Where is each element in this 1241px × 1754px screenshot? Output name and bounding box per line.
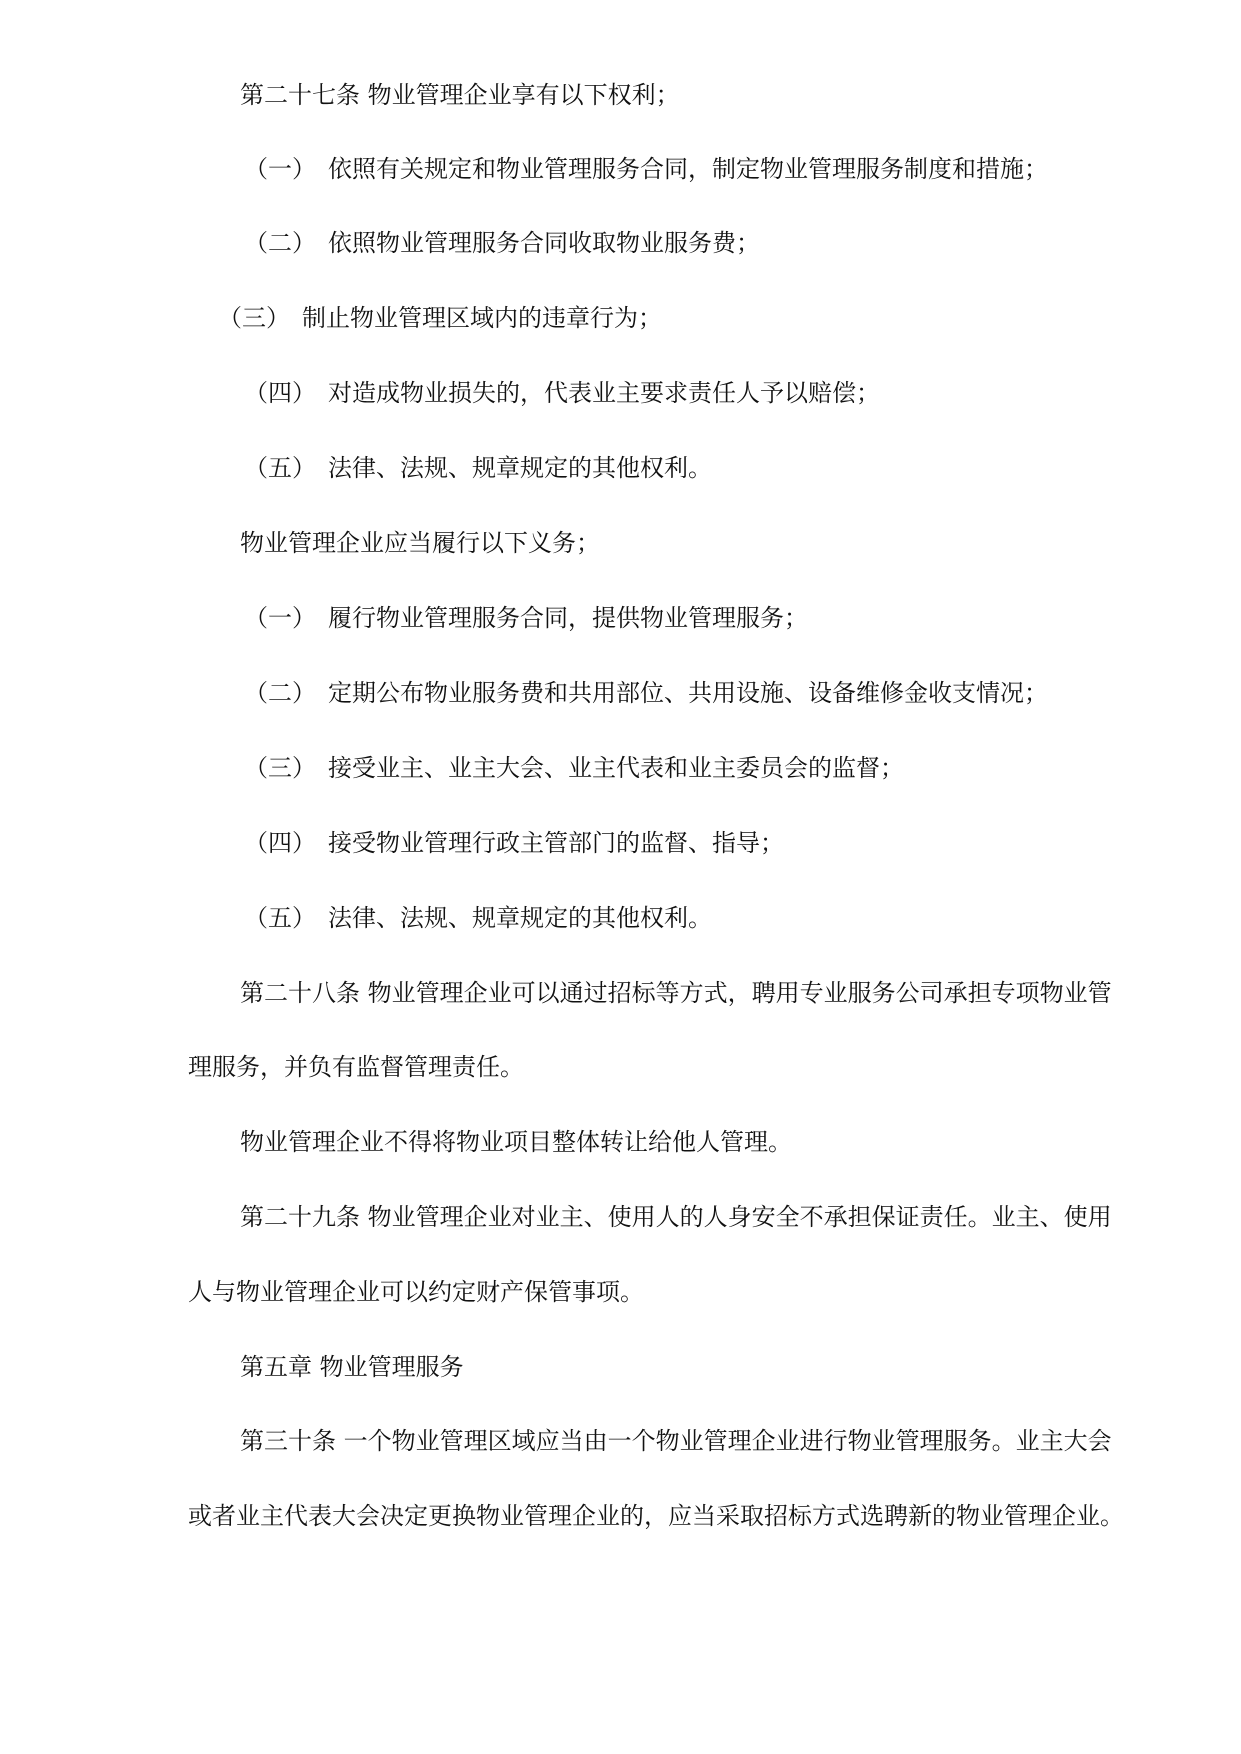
article-29-line-2	[188, 1277, 644, 1307]
chapter-5-heading	[240, 1352, 464, 1382]
rights-item-3-marker: （三）	[218, 304, 290, 332]
obligations-item-4	[244, 828, 784, 858]
obligations-item-4-marker: （四）	[244, 829, 316, 857]
article-30-line-1	[240, 1426, 1112, 1456]
article-30-line-2	[188, 1501, 1124, 1531]
obligations-heading	[240, 528, 600, 558]
obligations-item-1-marker: （一）	[244, 604, 316, 632]
article-30-line-2-text: 或者业主代表大会决定更换物业管理企业的，应当采取招标方式选聘新的物业管理企业。	[188, 1502, 1124, 1530]
obligations-item-5-text: 法律、法规、规章规定的其他权利。	[328, 904, 712, 932]
obligations-item-5	[244, 903, 712, 933]
transfer-prohibition-text: 物业管理企业不得将物业项目整体转让给他人管理。	[240, 1128, 792, 1156]
article-30-line-1-text: 第三十条 一个物业管理区域应当由一个物业管理企业进行物业管理服务。业主大会	[240, 1427, 1112, 1455]
article-28-line-1-text: 第二十八条 物业管理企业可以通过招标等方式，聘用专业服务公司承担专项物业管	[240, 979, 1112, 1007]
obligations-item-3-text: 接受业主、业主大会、业主代表和业主委员会的监督；	[328, 754, 904, 782]
rights-item-4-text: 对造成物业损失的，代表业主要求责任人予以赔偿；	[328, 379, 880, 407]
obligations-item-3	[244, 753, 904, 783]
obligations-item-3-marker: （三）	[244, 754, 316, 782]
obligations-item-2-marker: （二）	[244, 679, 316, 707]
rights-item-2	[244, 228, 760, 258]
obligations-heading-text: 物业管理企业应当履行以下义务；	[240, 529, 600, 557]
rights-item-4	[244, 378, 880, 408]
rights-item-3	[218, 303, 662, 333]
article-28-line-2-text: 理服务，并负有监督管理责任。	[188, 1053, 524, 1081]
article-29-line-2-text: 人与物业管理企业可以约定财产保管事项。	[188, 1278, 644, 1306]
article-29-line-1-text: 第二十九条 物业管理企业对业主、使用人的人身安全不承担保证责任。业主、使用	[240, 1203, 1112, 1231]
rights-item-5	[244, 453, 712, 483]
article-28-line-1	[240, 978, 1112, 1008]
rights-item-5-marker: （五）	[244, 454, 316, 482]
obligations-item-2-text: 定期公布物业服务费和共用部位、共用设施、设备维修金收支情况；	[328, 679, 1048, 707]
rights-item-3-text: 制止物业管理区域内的违章行为；	[302, 304, 662, 332]
article-28-line-2	[188, 1052, 524, 1082]
obligations-item-5-marker: （五）	[244, 904, 316, 932]
obligations-item-1-text: 履行物业管理服务合同，提供物业管理服务；	[328, 604, 808, 632]
article-29-line-1	[240, 1202, 1112, 1232]
rights-item-5-text: 法律、法规、规章规定的其他权利。	[328, 454, 712, 482]
obligations-item-1	[244, 603, 808, 633]
chapter-5-heading-text: 第五章 物业管理服务	[240, 1353, 464, 1381]
rights-item-2-marker: （二）	[244, 229, 316, 257]
rights-item-1	[244, 154, 1048, 184]
obligations-item-2	[244, 678, 1048, 708]
article-27-heading	[240, 80, 680, 110]
rights-item-2-text: 依照物业管理服务合同收取物业服务费；	[328, 229, 760, 257]
transfer-prohibition	[240, 1127, 792, 1157]
rights-item-4-marker: （四）	[244, 379, 316, 407]
rights-item-1-text: 依照有关规定和物业管理服务合同，制定物业管理服务制度和措施；	[328, 155, 1048, 183]
obligations-item-4-text: 接受物业管理行政主管部门的监督、指导；	[328, 829, 784, 857]
rights-item-1-marker: （一）	[244, 155, 316, 183]
article-27-text: 第二十七条 物业管理企业享有以下权利；	[240, 81, 680, 109]
